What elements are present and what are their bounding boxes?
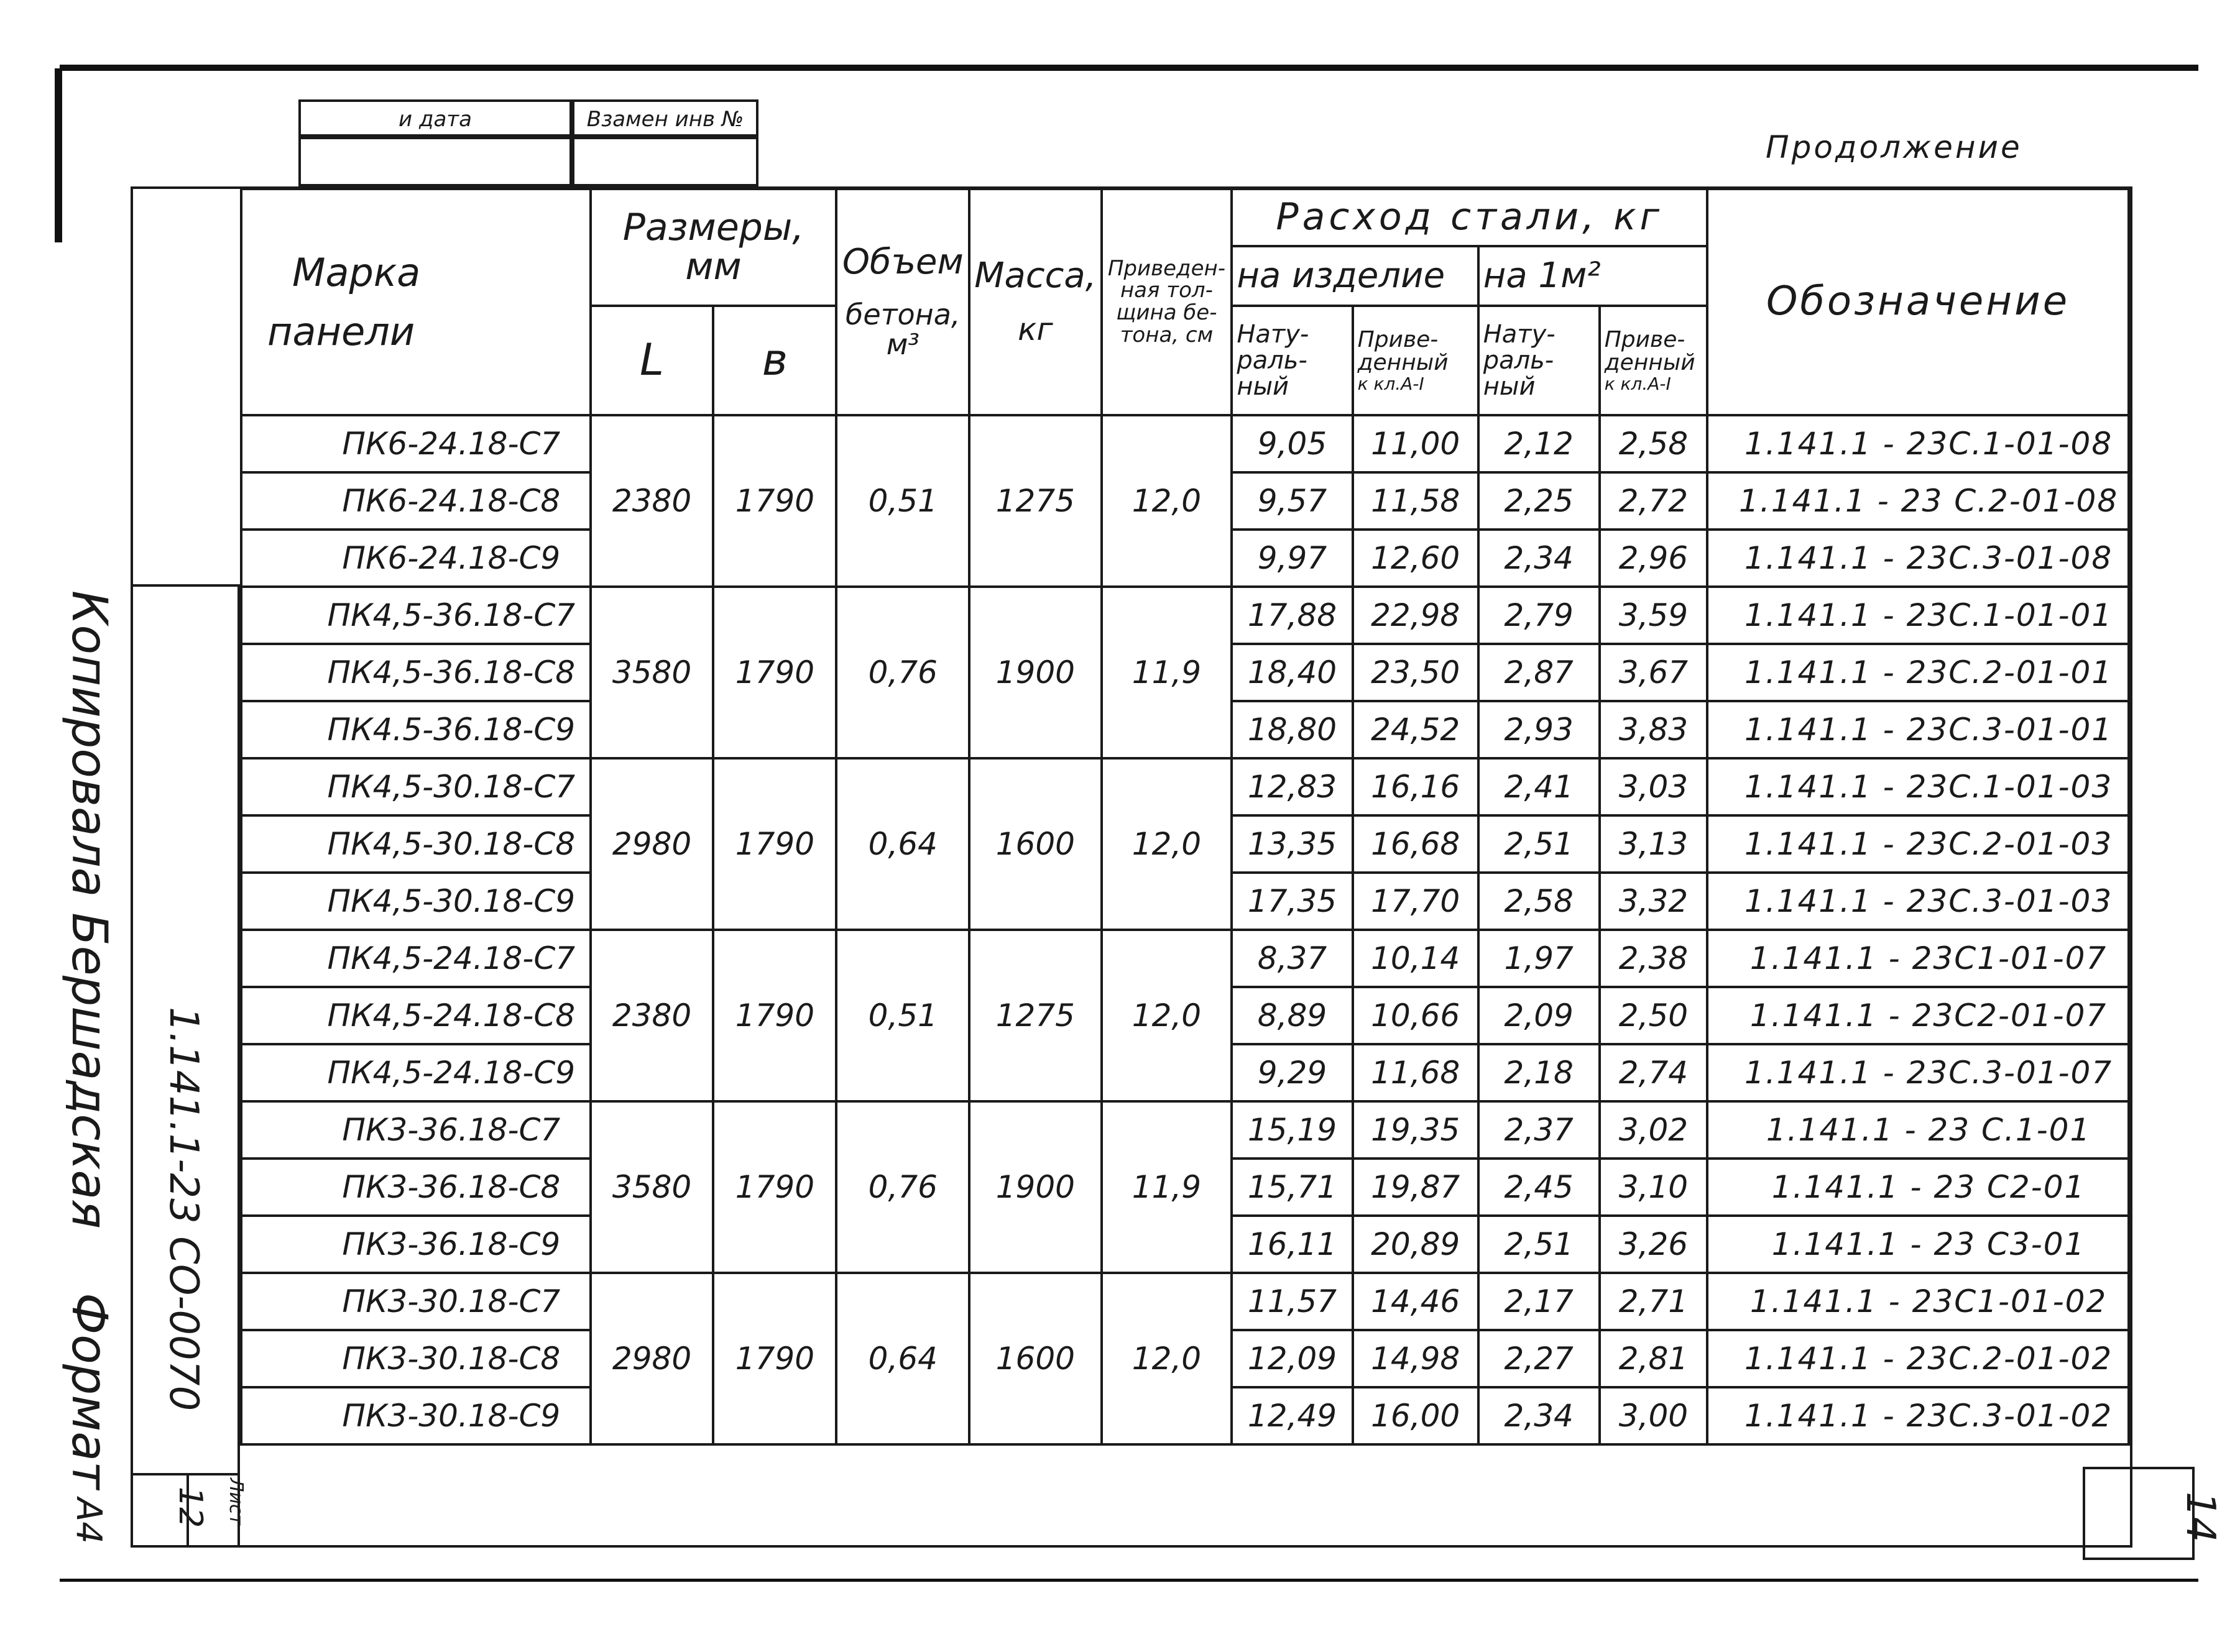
- header-reduced-m2-1: Приве-: [1604, 326, 1685, 352]
- steel-natural-m2: 2,37: [1478, 1101, 1600, 1159]
- designation-code: 1.141.1 - 23С.2-01-03: [1707, 815, 2129, 873]
- panel-mark: ПК3-36.18-С7: [241, 1101, 591, 1159]
- header-volume-line1: Объем: [842, 242, 964, 283]
- stamp-signature-date: [298, 99, 572, 137]
- format-value: А4: [68, 1498, 109, 1544]
- steel-reduced-m2: 3,26: [1600, 1216, 1707, 1273]
- sheet-label: Лист: [225, 1478, 247, 1526]
- stamp-replacement-text: Взамен инв №: [586, 107, 744, 132]
- header-size-l: L: [591, 306, 714, 415]
- steel-reduced-m2: 2,81: [1600, 1330, 1707, 1387]
- volume-value: 0,64: [836, 1273, 969, 1444]
- panel-mark: ПК4,5-30.18-С9: [241, 873, 591, 930]
- volume-value: 0,76: [836, 587, 969, 758]
- panel-mark: ПК6-24.18-С7: [241, 415, 591, 472]
- bottom-scan-edge: [60, 1579, 2198, 1582]
- designation-code: 1.141.1 - 23С.3-01-02: [1707, 1387, 2129, 1444]
- steel-reduced-item: 11,58: [1353, 472, 1478, 530]
- steel-reduced-m2: 3,02: [1600, 1101, 1707, 1159]
- panel-mark: ПК6-24.18-С8: [241, 472, 591, 530]
- size-l-value: 3580: [591, 1101, 714, 1273]
- steel-natural-item: 15,71: [1232, 1159, 1352, 1216]
- header-reduced-thickness: [1102, 189, 1232, 415]
- steel-natural-m2: 2,58: [1478, 873, 1600, 930]
- header-natural-m2-3: ный: [1483, 372, 1536, 401]
- size-b-value: 1790: [713, 930, 836, 1101]
- header-mark-line1: Марка: [292, 249, 421, 295]
- mass-value: 1275: [969, 415, 1101, 587]
- steel-reduced-item: 16,16: [1353, 758, 1478, 815]
- header-reduced-m2-3: к кл.А-I: [1604, 374, 1671, 395]
- steel-reduced-item: 14,98: [1353, 1330, 1478, 1387]
- steel-natural-item: 9,05: [1232, 415, 1352, 472]
- steel-reduced-m2: 3,32: [1600, 873, 1707, 930]
- designation-code: 1.141.1 - 23С1-01-07: [1707, 930, 2129, 987]
- steel-natural-item: 13,35: [1232, 815, 1352, 873]
- thickness-value: 12,0: [1102, 415, 1232, 587]
- mass-value: 1900: [969, 1101, 1101, 1273]
- volume-value: 0,76: [836, 1101, 969, 1273]
- size-b-value: 1790: [713, 1273, 836, 1444]
- steel-reduced-item: 23,50: [1353, 644, 1478, 701]
- steel-natural-item: 18,80: [1232, 701, 1352, 758]
- header-designation: Обозначение: [1707, 189, 2129, 415]
- steel-natural-m2: 2,41: [1478, 758, 1600, 815]
- header-natural-item-1: Нату-: [1237, 320, 1309, 349]
- steel-reduced-item: 22,98: [1353, 587, 1478, 644]
- header-steel-consumption: Расход стали, кг: [1232, 189, 1707, 246]
- page-number: 14: [2177, 1492, 2223, 1543]
- header-natural-item-2: раль-: [1237, 346, 1307, 375]
- stamp-replacement: [572, 99, 758, 137]
- volume-value: 0,51: [836, 415, 969, 587]
- designation-code: 1.141.1 - 23С.3-01-01: [1707, 701, 2129, 758]
- designation-code: 1.141.1 - 23С1-01-02: [1707, 1273, 2129, 1330]
- header-reduced-line1: Приведен-: [1107, 255, 1225, 281]
- left-scan-edge: [55, 68, 62, 242]
- thickness-value: 12,0: [1102, 930, 1232, 1101]
- mass-value: 1275: [969, 930, 1101, 1101]
- table-row: [241, 1101, 2129, 1159]
- steel-reduced-m2: 2,71: [1600, 1273, 1707, 1330]
- steel-natural-m2: 2,25: [1478, 472, 1600, 530]
- steel-reduced-m2: 2,38: [1600, 930, 1707, 987]
- size-b-value: 1790: [713, 587, 836, 758]
- header-reduced-line2: ная тол-: [1120, 278, 1213, 303]
- steel-reduced-item: 12,60: [1353, 530, 1478, 587]
- header-reduced-item-3: к кл.А-I: [1357, 374, 1424, 395]
- thickness-value: 11,9: [1102, 587, 1232, 758]
- volume-value: 0,51: [836, 930, 969, 1101]
- size-b-value: 1790: [713, 758, 836, 930]
- steel-natural-item: 16,11: [1232, 1216, 1352, 1273]
- designation-code: 1.141.1 - 23С.1-01-03: [1707, 758, 2129, 815]
- panel-mark: ПК4,5-24.18-С9: [241, 1044, 591, 1101]
- steel-reduced-item: 11,68: [1353, 1044, 1478, 1101]
- steel-reduced-item: 17,70: [1353, 873, 1478, 930]
- copied-by-text: Копировала Бершадская: [61, 590, 117, 1229]
- steel-reduced-item: 10,66: [1353, 987, 1478, 1044]
- mass-value: 1900: [969, 587, 1101, 758]
- steel-natural-item: 8,37: [1232, 930, 1352, 987]
- header-sizes-line1: Размеры,: [622, 206, 804, 249]
- steel-natural-m2: 2,27: [1478, 1330, 1600, 1387]
- specification-table: [240, 188, 2130, 1539]
- header-natural-item-3: ный: [1237, 372, 1289, 401]
- empty-footer-row: [241, 1444, 2129, 1539]
- steel-reduced-item: 11,00: [1353, 415, 1478, 472]
- steel-reduced-item: 19,87: [1353, 1159, 1478, 1216]
- size-l-value: 2380: [591, 415, 714, 587]
- header-reduced-line4: тона, см: [1120, 322, 1214, 347]
- steel-reduced-item: 16,68: [1353, 815, 1478, 873]
- panel-mark: ПК3-30.18-С9: [241, 1387, 591, 1444]
- size-l-value: 2380: [591, 930, 714, 1101]
- header-size-b: в: [713, 306, 836, 415]
- header-reduced-m2-2: денный: [1604, 350, 1695, 376]
- designation-code: 1.141.1 - 23С.2-01-01: [1707, 644, 2129, 701]
- header-volume-line2: бетона,: [846, 298, 961, 332]
- steel-reduced-m2: 3,10: [1600, 1159, 1707, 1216]
- header-mass: [969, 189, 1101, 415]
- thickness-value: 12,0: [1102, 1273, 1232, 1444]
- designation-code: 1.141.1 - 23С.3-01-03: [1707, 873, 2129, 930]
- header-sizes-line2: мм: [685, 245, 742, 288]
- header-per-m2: на 1м²: [1478, 246, 1707, 306]
- designation-code: 1.141.1 - 23 С.2-01-08: [1707, 472, 2129, 530]
- size-l-value: 2980: [591, 758, 714, 930]
- empty-footer-cell: [241, 1444, 2129, 1539]
- steel-natural-m2: 2,45: [1478, 1159, 1600, 1216]
- header-mass-line2: кг: [1018, 311, 1053, 348]
- designation-code: 1.141.1 - 23С.3-01-07: [1707, 1044, 2129, 1101]
- stamp-empty-2: [572, 137, 758, 186]
- panel-mark: ПК6-24.18-С9: [241, 530, 591, 587]
- designation-code: 1.141.1 - 23С.1-01-01: [1707, 587, 2129, 644]
- steel-natural-m2: 2,34: [1478, 530, 1600, 587]
- steel-reduced-item: 19,35: [1353, 1101, 1478, 1159]
- header-volume: [836, 189, 969, 415]
- steel-natural-item: 12,49: [1232, 1387, 1352, 1444]
- panel-mark: ПК4,5-30.18-С8: [241, 815, 591, 873]
- table-row: [241, 415, 2129, 472]
- table-row: [241, 930, 2129, 987]
- steel-natural-m2: 2,87: [1478, 644, 1600, 701]
- steel-natural-m2: 2,93: [1478, 701, 1600, 758]
- steel-natural-m2: 2,09: [1478, 987, 1600, 1044]
- steel-reduced-item: 14,46: [1353, 1273, 1478, 1330]
- table-body: [241, 415, 2129, 1539]
- header-reduced-line3: щина бе-: [1116, 300, 1217, 325]
- steel-natural-m2: 2,79: [1478, 587, 1600, 644]
- panel-mark: ПК4,5-36.18-С8: [241, 644, 591, 701]
- steel-reduced-item: 16,00: [1353, 1387, 1478, 1444]
- panel-mark: ПК4,5-30.18-С7: [241, 758, 591, 815]
- header-reduced-item-2: денный: [1357, 350, 1449, 376]
- header-mark: [241, 189, 591, 415]
- steel-natural-m2: 2,17: [1478, 1273, 1600, 1330]
- table-row: [241, 587, 2129, 644]
- size-b-value: 1790: [713, 415, 836, 587]
- steel-reduced-m2: 2,96: [1600, 530, 1707, 587]
- series-code-vertical: 1.141.1-23 СО-0070: [160, 1007, 206, 1411]
- format-label: Формат: [61, 1293, 117, 1490]
- designation-code: 1.141.1 - 23 С.1-01: [1707, 1101, 2129, 1159]
- header-reduced-m2: [1600, 306, 1707, 415]
- header-sizes: [591, 189, 837, 306]
- designation-code: 1.141.1 - 23С.2-01-02: [1707, 1330, 2129, 1387]
- designation-code: 1.141.1 - 23С2-01-07: [1707, 987, 2129, 1044]
- thickness-value: 11,9: [1102, 1101, 1232, 1273]
- header-volume-line3: м³: [886, 328, 920, 362]
- stamp-block: [298, 93, 758, 186]
- stamp-empty-1: [298, 137, 572, 186]
- steel-natural-m2: 2,18: [1478, 1044, 1600, 1101]
- steel-natural-m2: 1,97: [1478, 930, 1600, 987]
- steel-natural-item: 17,88: [1232, 587, 1352, 644]
- steel-natural-m2: 2,51: [1478, 815, 1600, 873]
- steel-reduced-item: 20,89: [1353, 1216, 1478, 1273]
- header-reduced-item: [1353, 306, 1478, 415]
- panel-mark: ПК3-36.18-С8: [241, 1159, 591, 1216]
- steel-natural-item: 8,89: [1232, 987, 1352, 1044]
- stamp-signature-date-text: и дата: [399, 107, 472, 132]
- panel-mark: ПК3-36.18-С9: [241, 1216, 591, 1273]
- panel-mark: ПК4,5-24.18-С7: [241, 930, 591, 987]
- panel-mark: ПК4,5-36.18-С7: [241, 587, 591, 644]
- top-scan-edge: [60, 65, 2198, 71]
- thickness-value: 12,0: [1102, 758, 1232, 930]
- size-b-value: 1790: [713, 1101, 836, 1273]
- size-l-value: 3580: [591, 587, 714, 758]
- header-natural-m2-2: раль-: [1483, 346, 1554, 375]
- continuation-label: Продолжение: [1766, 129, 2022, 165]
- steel-reduced-m2: 2,58: [1600, 415, 1707, 472]
- header-per-item: на изделие: [1232, 246, 1478, 306]
- steel-reduced-m2: 2,72: [1600, 472, 1707, 530]
- steel-natural-item: 17,35: [1232, 873, 1352, 930]
- steel-reduced-m2: 3,13: [1600, 815, 1707, 873]
- table-row: [241, 1273, 2129, 1330]
- steel-natural-item: 9,97: [1232, 530, 1352, 587]
- designation-code: 1.141.1 - 23С.1-01-08: [1707, 415, 2129, 472]
- steel-reduced-m2: 3,59: [1600, 587, 1707, 644]
- steel-natural-m2: 2,34: [1478, 1387, 1600, 1444]
- steel-reduced-item: 10,14: [1353, 930, 1478, 987]
- designation-code: 1.141.1 - 23 С2-01: [1707, 1159, 2129, 1216]
- steel-natural-item: 18,40: [1232, 644, 1352, 701]
- steel-reduced-m2: 3,67: [1600, 644, 1707, 701]
- header-mass-line1: Масса,: [974, 255, 1097, 296]
- table-row: [241, 758, 2129, 815]
- panel-mark: ПК4.5-36.18-С9: [241, 701, 591, 758]
- steel-natural-m2: 2,51: [1478, 1216, 1600, 1273]
- steel-natural-item: 12,09: [1232, 1330, 1352, 1387]
- header-mark-line2: панели: [267, 309, 415, 354]
- steel-natural-item: 9,57: [1232, 472, 1352, 530]
- steel-reduced-m2: 2,74: [1600, 1044, 1707, 1101]
- steel-reduced-m2: 3,03: [1600, 758, 1707, 815]
- sheet-number: 12: [172, 1487, 209, 1528]
- steel-reduced-item: 24,52: [1353, 701, 1478, 758]
- size-l-value: 2980: [591, 1273, 714, 1444]
- steel-reduced-m2: 3,83: [1600, 701, 1707, 758]
- steel-natural-item: 15,19: [1232, 1101, 1352, 1159]
- steel-natural-item: 12,83: [1232, 758, 1352, 815]
- header-reduced-item-1: Приве-: [1357, 326, 1439, 352]
- mass-value: 1600: [969, 758, 1101, 930]
- header-natural-item: [1232, 306, 1352, 415]
- header-natural-m2: [1478, 306, 1600, 415]
- steel-natural-item: 9,29: [1232, 1044, 1352, 1101]
- steel-reduced-m2: 3,00: [1600, 1387, 1707, 1444]
- steel-natural-item: 11,57: [1232, 1273, 1352, 1330]
- designation-code: 1.141.1 - 23 С3-01: [1707, 1216, 2129, 1273]
- panel-mark: ПК4,5-24.18-С8: [241, 987, 591, 1044]
- header-natural-m2-1: Нату-: [1483, 320, 1556, 349]
- panel-mark: ПК3-30.18-С8: [241, 1330, 591, 1387]
- volume-value: 0,64: [836, 758, 969, 930]
- panel-mark: ПК3-30.18-С7: [241, 1273, 591, 1330]
- steel-natural-m2: 2,12: [1478, 415, 1600, 472]
- mass-value: 1600: [969, 1273, 1101, 1444]
- steel-reduced-m2: 2,50: [1600, 987, 1707, 1044]
- designation-code: 1.141.1 - 23С.3-01-08: [1707, 530, 2129, 587]
